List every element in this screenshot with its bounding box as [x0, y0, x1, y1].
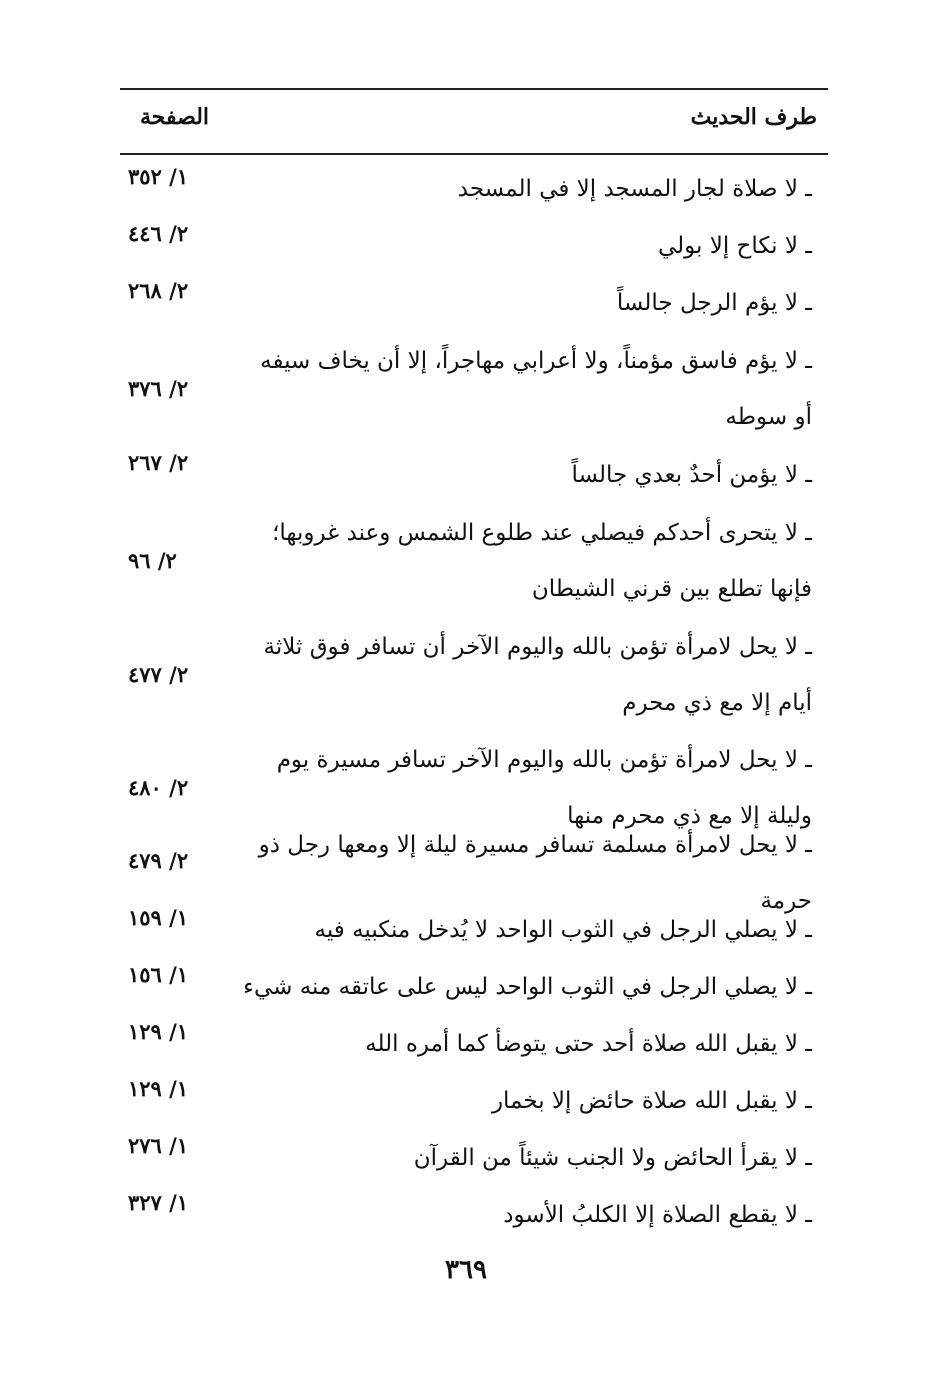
index-entry — [120, 831, 828, 914]
hadith-text: ـ لا يتحرى أحدكم فيصلي عند طلوع الشمس وعند غروبها؛ فإنها تطلع بين قرني الشيطان — [272, 519, 812, 602]
page-ref: ١/ ١٢٩ — [128, 1019, 189, 1044]
page-ref: ١/ ٣٥٢ — [128, 164, 189, 189]
page-ref: ٢/ ٣٧٦ — [128, 376, 189, 401]
hadith-text: ـ لا يقرأ الحائض ولا الجنب شيئاً من القرآن — [413, 1144, 812, 1171]
index-entry — [120, 331, 828, 446]
hadith-text: ـ لا نكاح إلا بولي — [657, 232, 812, 259]
index-entry — [120, 1186, 828, 1243]
index-entry — [120, 901, 828, 958]
page-ref: ٢/ ٤٨٠ — [128, 775, 189, 800]
index-entry — [120, 274, 828, 331]
page-ref: ٢/ ٤٤٦ — [128, 221, 189, 246]
index-entry — [120, 446, 828, 503]
index-entry — [120, 160, 828, 217]
hadith-column-header: طرف الحديث — [690, 104, 817, 130]
hadith-text: ـ لا يصلي الرجل في الثوب الواحد لا يُدخل منكبيه فيه — [314, 916, 812, 943]
hadith-text: ـ لا يؤمن أحدٌ بعدي جالساً — [571, 461, 812, 488]
index-entry — [120, 217, 828, 274]
hadith-text: ـ لا يحل لامرأة تؤمن بالله واليوم الآخر تسافر مسيرة يوم وليلة إلا مع ذي محرم منها — [276, 746, 812, 829]
index-entry — [120, 618, 828, 731]
page-number: ٣٦٩ — [445, 1255, 487, 1285]
page-ref: ١/ ١٢٩ — [128, 1076, 189, 1101]
top-rule — [120, 88, 828, 90]
hadith-text: ـ لا صلاة لجار المسجد إلا في المسجد — [457, 175, 812, 202]
header-rule — [120, 153, 828, 155]
hadith-text: ـ لا يقبل الله صلاة أحد حتى يتوضأ كما أمره الله — [365, 1030, 812, 1057]
page-ref: ٢/ ٤٧٩ — [128, 848, 189, 873]
hadith-text: ـ لا يؤم الرجل جالساً — [616, 289, 812, 316]
index-entry — [120, 503, 828, 618]
hadith-text: ـ لا يحل لامرأة مسلمة تسافر مسيرة ليلة إلا ومعها رجل ذو حرمة — [258, 831, 812, 914]
page-ref: ١/ ١٥٦ — [128, 962, 189, 987]
hadith-text: ـ لا يقطع الصلاة إلا الكلبُ الأسود — [503, 1201, 812, 1228]
index-entry — [120, 1129, 828, 1186]
page-ref: ٢/ ٢٦٨ — [128, 278, 189, 303]
index-list — [120, 160, 828, 1243]
index-entry — [120, 1072, 828, 1129]
page-ref: ١/ ١٥٩ — [128, 905, 189, 930]
hadith-text: ـ لا يؤم فاسق مؤمناً، ولا أعرابي مهاجراً، إلا أن يخاف سيفه أو سوطه — [260, 347, 812, 430]
hadith-text: ـ لا يقبل الله صلاة حائض إلا بخمار — [491, 1087, 812, 1114]
page-ref: ٢/ ٤٧٧ — [128, 662, 189, 687]
page-ref: ٢/ ٩٦ — [128, 548, 177, 573]
page-ref: ٢/ ٢٦٧ — [128, 450, 189, 475]
index-entry — [120, 958, 828, 1015]
page-ref: ١/ ٣٢٧ — [128, 1190, 189, 1215]
page-column-header: الصفحة — [140, 104, 210, 130]
hadith-text: ـ لا يحل لامرأة تؤمن بالله واليوم الآخر أن تسافر فوق ثلاثة أيام إلا مع ذي محرم — [263, 633, 812, 716]
hadith-text: ـ لا يصلي الرجل في الثوب الواحد ليس على عاتقه منه شيء — [243, 973, 812, 1000]
page-ref: ١/ ٢٧٦ — [128, 1133, 189, 1158]
index-entry — [120, 1015, 828, 1072]
